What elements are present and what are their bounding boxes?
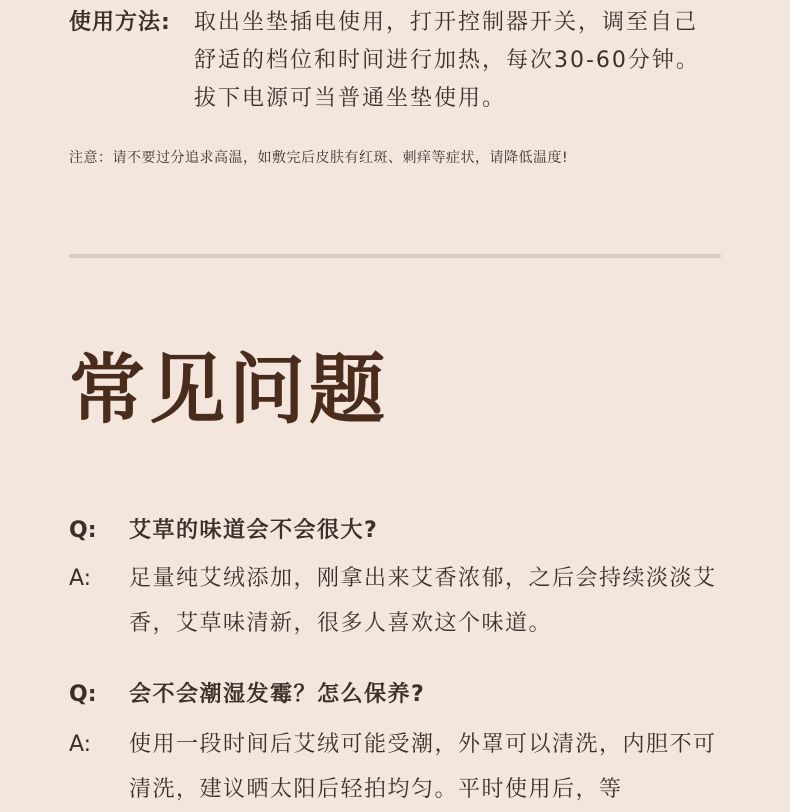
answer-text: 使用一段时间后艾绒可能受潮，外罩可以清洗，内胆不可清洗，建议晒太阳后轻拍均匀。平时使用后，等 <box>129 732 717 802</box>
answer-text: 足量纯艾绒添加，刚拿出来艾香浓郁，之后会持续淡淡艾香，艾草味清新，很多人喜欢这个味道。 <box>129 566 717 636</box>
question-prefix: Q: <box>69 518 97 543</box>
usage-text: 取出坐垫插电使用，打开控制器开关，调至自己舒适的档位和时间进行加热，每次30-60分钟。拔下电源可当普通坐垫使用。 <box>194 10 700 111</box>
question-text: 艾草的味道会不会很大? <box>129 518 379 543</box>
faq-title: 常见问题 <box>69 345 389 434</box>
usage-label: 使用方法: <box>69 10 171 35</box>
answer-prefix: A: <box>69 732 92 757</box>
answer-prefix: A: <box>69 566 92 591</box>
caution-note: 注意：请不要过分追求高温，如敷完后皮肤有红斑、刺痒等症状，请降低温度! <box>69 150 569 166</box>
section-divider <box>69 254 721 258</box>
question-text: 会不会潮湿发霉？怎么保养? <box>129 682 426 707</box>
question-prefix: Q: <box>69 682 97 707</box>
